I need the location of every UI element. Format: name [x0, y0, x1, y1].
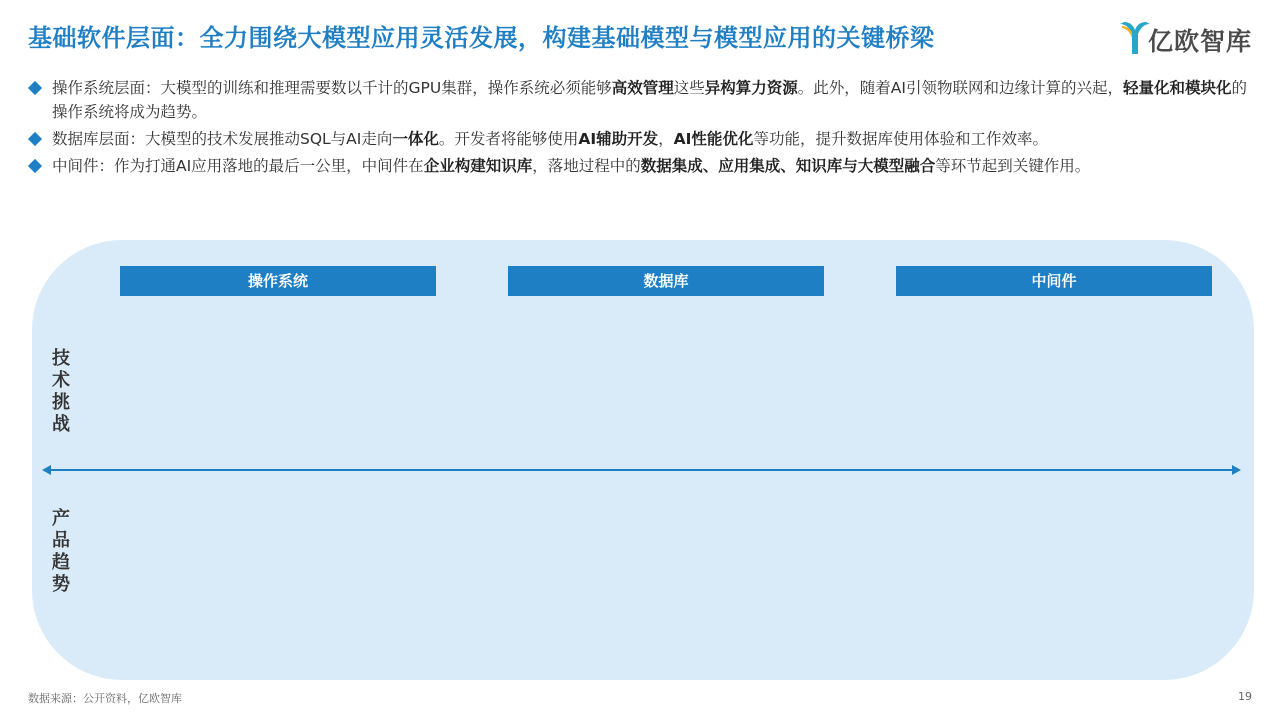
- arrow-right-icon: [1232, 465, 1241, 475]
- bold-text: 企业构建知识库: [423, 157, 533, 175]
- column-header-database: 数据库: [508, 266, 824, 296]
- diamond-bullet-icon: [28, 159, 42, 173]
- row-divider: [48, 469, 1234, 471]
- bullet-text: [52, 157, 1090, 175]
- bold-text: AI辅助开发: [578, 130, 659, 148]
- comparison-panel: [32, 240, 1254, 680]
- diamond-bullet-icon: [28, 132, 42, 146]
- bold-text: 轻量化和模块化: [1122, 79, 1232, 97]
- logo-text: 亿欧智库: [1148, 27, 1253, 56]
- row-label-challenge: 技术挑战: [52, 348, 70, 435]
- bullet-text: [52, 130, 1048, 148]
- column-header-middleware: 中间件: [896, 266, 1212, 296]
- text: 中间件：作为打通AI应用落地的最后一公里，中间件在: [52, 157, 424, 175]
- bullet-middleware: [28, 154, 1254, 178]
- text: ，: [658, 130, 674, 148]
- summary-bullets: [28, 76, 1254, 181]
- bullet-database: [28, 127, 1254, 151]
- text: 。此外，随着AI引领物联网和边缘计算的兴起，: [797, 79, 1123, 97]
- data-source: 数据来源：公开资料，亿欧智库: [28, 692, 182, 705]
- column-header-os: 操作系统: [120, 266, 436, 296]
- bold-text: 数据集成、应用集成、知识库与大模型融合: [640, 157, 936, 175]
- bullet-text: [52, 79, 1247, 121]
- bold-text: 一体化: [392, 130, 439, 148]
- bullet-os: [28, 76, 1254, 124]
- text: 的操作系统将成为趋势。: [52, 79, 1247, 121]
- text: 这些: [673, 79, 705, 97]
- bold-text: 高效管理: [611, 79, 674, 97]
- text: 。开发者将能够使用: [438, 130, 579, 148]
- diamond-bullet-icon: [28, 81, 42, 95]
- row-label-trend: 产品趋势: [52, 508, 70, 595]
- text: ，落地过程中的: [532, 157, 641, 175]
- bold-text: 异构算力资源: [704, 79, 798, 97]
- page-title: 基础软件层面：全力围绕大模型应用灵活发展，构建基础模型与模型应用的关键桥梁: [28, 24, 935, 52]
- text: 操作系统层面：大模型的训练和推理需要数以千计的GPU集群，操作系统必须能够: [52, 79, 612, 97]
- arrow-left-icon: [42, 465, 51, 475]
- text: 等环节起到关键作用。: [935, 157, 1091, 175]
- bold-text: AI性能优化: [673, 130, 754, 148]
- text: 等功能，提升数据库使用体验和工作效率。: [753, 130, 1048, 148]
- page-number: 19: [1238, 690, 1252, 703]
- text: 数据库层面：大模型的技术发展推动SQL与AI走向: [52, 130, 393, 148]
